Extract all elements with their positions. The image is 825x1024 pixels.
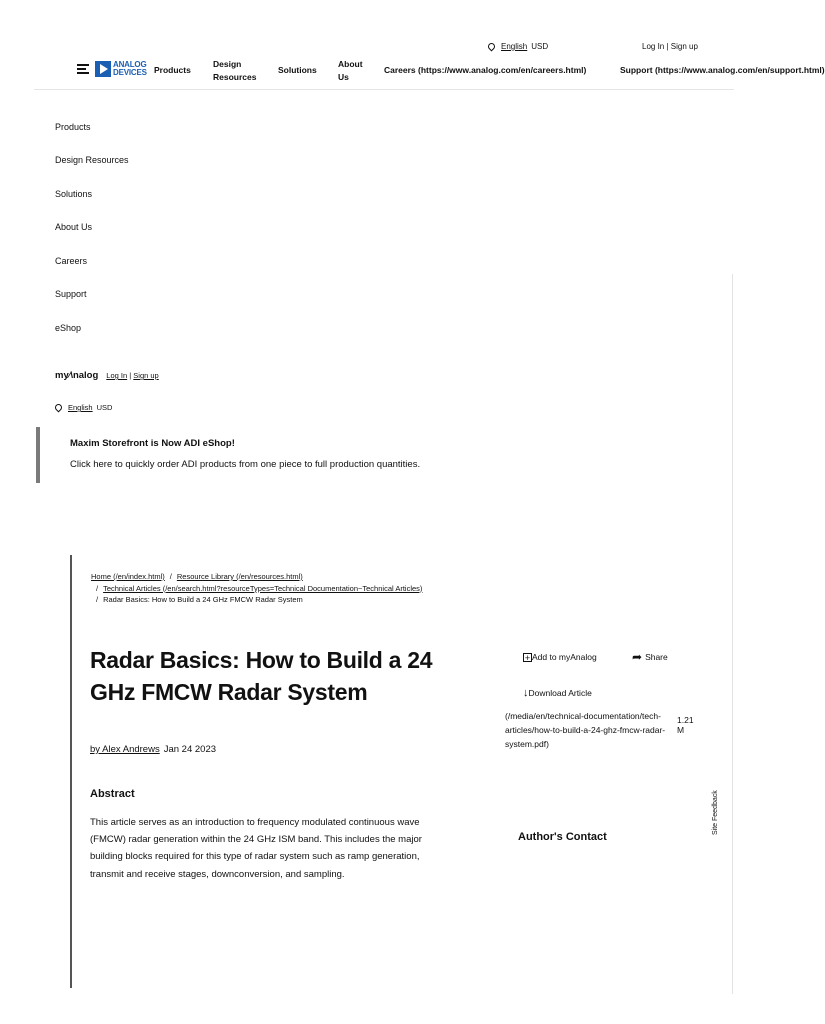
nav-careers[interactable]: Careers (https://www.analog.com/en/careers.html) bbox=[384, 65, 587, 75]
menu-item-support[interactable]: Support bbox=[55, 289, 87, 299]
add-label: Add to myAnalog bbox=[532, 652, 597, 662]
currency-label: USD bbox=[531, 42, 549, 51]
byline bbox=[90, 744, 216, 755]
myanalog-row bbox=[55, 370, 159, 381]
menu-item-solutions[interactable]: Solutions bbox=[55, 189, 93, 199]
authors-contact-heading: Author's Contact bbox=[518, 831, 607, 843]
logo-text: ANALOG DEVICES bbox=[113, 60, 147, 77]
abstract-text: This article serves as an introduction to frequency modulated continuous wave (FMCW) radar generation within the 24 GHz ISM band. This includes the major building blocks required for this type of radar system such as ramp generation, transmit and receive stages, downconversion, and sampling. bbox=[90, 817, 422, 880]
download-article-button[interactable] bbox=[523, 688, 592, 698]
menu-item-design-resources[interactable]: Design Resources bbox=[55, 155, 129, 165]
nav-support[interactable]: Support (https://www.analog.com/en/support.html) bbox=[620, 65, 825, 75]
breadcrumb-technical-articles[interactable]: Technical Articles (/en/search.html?resourceTypes=Technical Documentation~Technical Articles) bbox=[103, 583, 423, 593]
analog-devices-logo[interactable] bbox=[95, 61, 147, 77]
menu-language-link[interactable]: English bbox=[68, 403, 93, 412]
menu-currency-label: USD bbox=[96, 403, 113, 412]
breadcrumb-resource-library[interactable]: Resource Library (/en/resources.html) bbox=[176, 572, 303, 581]
breadcrumb: Home (/en/index.html) / Resource Library (/en/resources.html) / Technical Articles (/en/search.html?resourceTypes=Technical Documentation~Technical Articles) / Radar Basics: How to Build a 24 GHz FMCW Radar System bbox=[91, 572, 423, 604]
author-link[interactable]: by Alex Andrews bbox=[90, 744, 160, 755]
breadcrumb-current: Radar Basics: How to Build a 24 GHz FMCW Radar System bbox=[103, 595, 303, 604]
logo-mark-icon bbox=[95, 61, 111, 77]
menu-item-about-us[interactable]: About Us bbox=[55, 222, 93, 232]
share-button[interactable] bbox=[632, 652, 668, 662]
menu-signup-link[interactable]: Sign up bbox=[133, 371, 159, 380]
eshop-promo-banner[interactable] bbox=[36, 427, 476, 483]
menu-language-selector[interactable] bbox=[55, 403, 112, 412]
location-pin-icon bbox=[487, 42, 497, 52]
pdf-path[interactable]: (/media/en/technical-documentation/tech-articles/how-to-build-a-24-ghz-fmcw-radar-system.pdf) bbox=[505, 711, 666, 749]
plus-square-icon: + bbox=[524, 652, 531, 663]
hamburger-icon[interactable] bbox=[77, 64, 89, 74]
download-arrow-icon: ↓ bbox=[523, 687, 529, 699]
promo-text[interactable]: Click here to quickly order ADI products from one piece to full production quantities. bbox=[70, 459, 421, 470]
nav-about-us[interactable]: About Us bbox=[338, 59, 363, 82]
myanalog-account: Log In | Sign up bbox=[106, 371, 159, 380]
nav-products[interactable]: Products bbox=[154, 65, 191, 75]
article-left-rule bbox=[70, 555, 72, 988]
nav-solutions[interactable]: Solutions bbox=[278, 65, 317, 75]
promo-accent-bar bbox=[36, 427, 40, 483]
menu-login-link[interactable]: Log In bbox=[106, 371, 128, 380]
download-label: Download Article bbox=[528, 688, 592, 698]
share-arrow-icon: ➦ bbox=[632, 650, 643, 664]
promo-title: Maxim Storefront is Now ADI eShop! bbox=[70, 438, 235, 449]
menu-item-careers[interactable]: Careers bbox=[55, 256, 88, 266]
myanalog-logo[interactable]: my⁄\nalog bbox=[55, 370, 99, 381]
menu-item-eshop[interactable]: eShop bbox=[55, 323, 82, 333]
nav-design-resources[interactable]: Design Resources bbox=[213, 59, 257, 82]
language-selector[interactable] bbox=[488, 42, 548, 51]
publish-date: Jan 24 2023 bbox=[163, 744, 217, 755]
pdf-size: 1.21 M bbox=[677, 715, 694, 735]
header-divider bbox=[34, 89, 734, 90]
signup-link[interactable]: Sign up bbox=[670, 42, 698, 51]
divider: | bbox=[666, 42, 669, 51]
abstract-heading: Abstract bbox=[90, 788, 135, 800]
right-divider bbox=[732, 274, 733, 994]
add-to-myanalog-button[interactable] bbox=[523, 652, 597, 662]
page-title: Radar Basics: How to Build a 24 GHz FMCW Radar System bbox=[90, 647, 433, 705]
location-pin-icon bbox=[54, 403, 64, 413]
account-links bbox=[642, 42, 698, 51]
breadcrumb-home[interactable]: Home (/en/index.html) bbox=[91, 572, 165, 581]
site-feedback-tab[interactable]: Site Feedback bbox=[712, 790, 719, 835]
share-label: Share bbox=[645, 652, 668, 662]
language-link[interactable]: English bbox=[501, 42, 528, 51]
login-link[interactable]: Log In bbox=[642, 42, 665, 51]
menu-item-products[interactable]: Products bbox=[55, 122, 91, 132]
